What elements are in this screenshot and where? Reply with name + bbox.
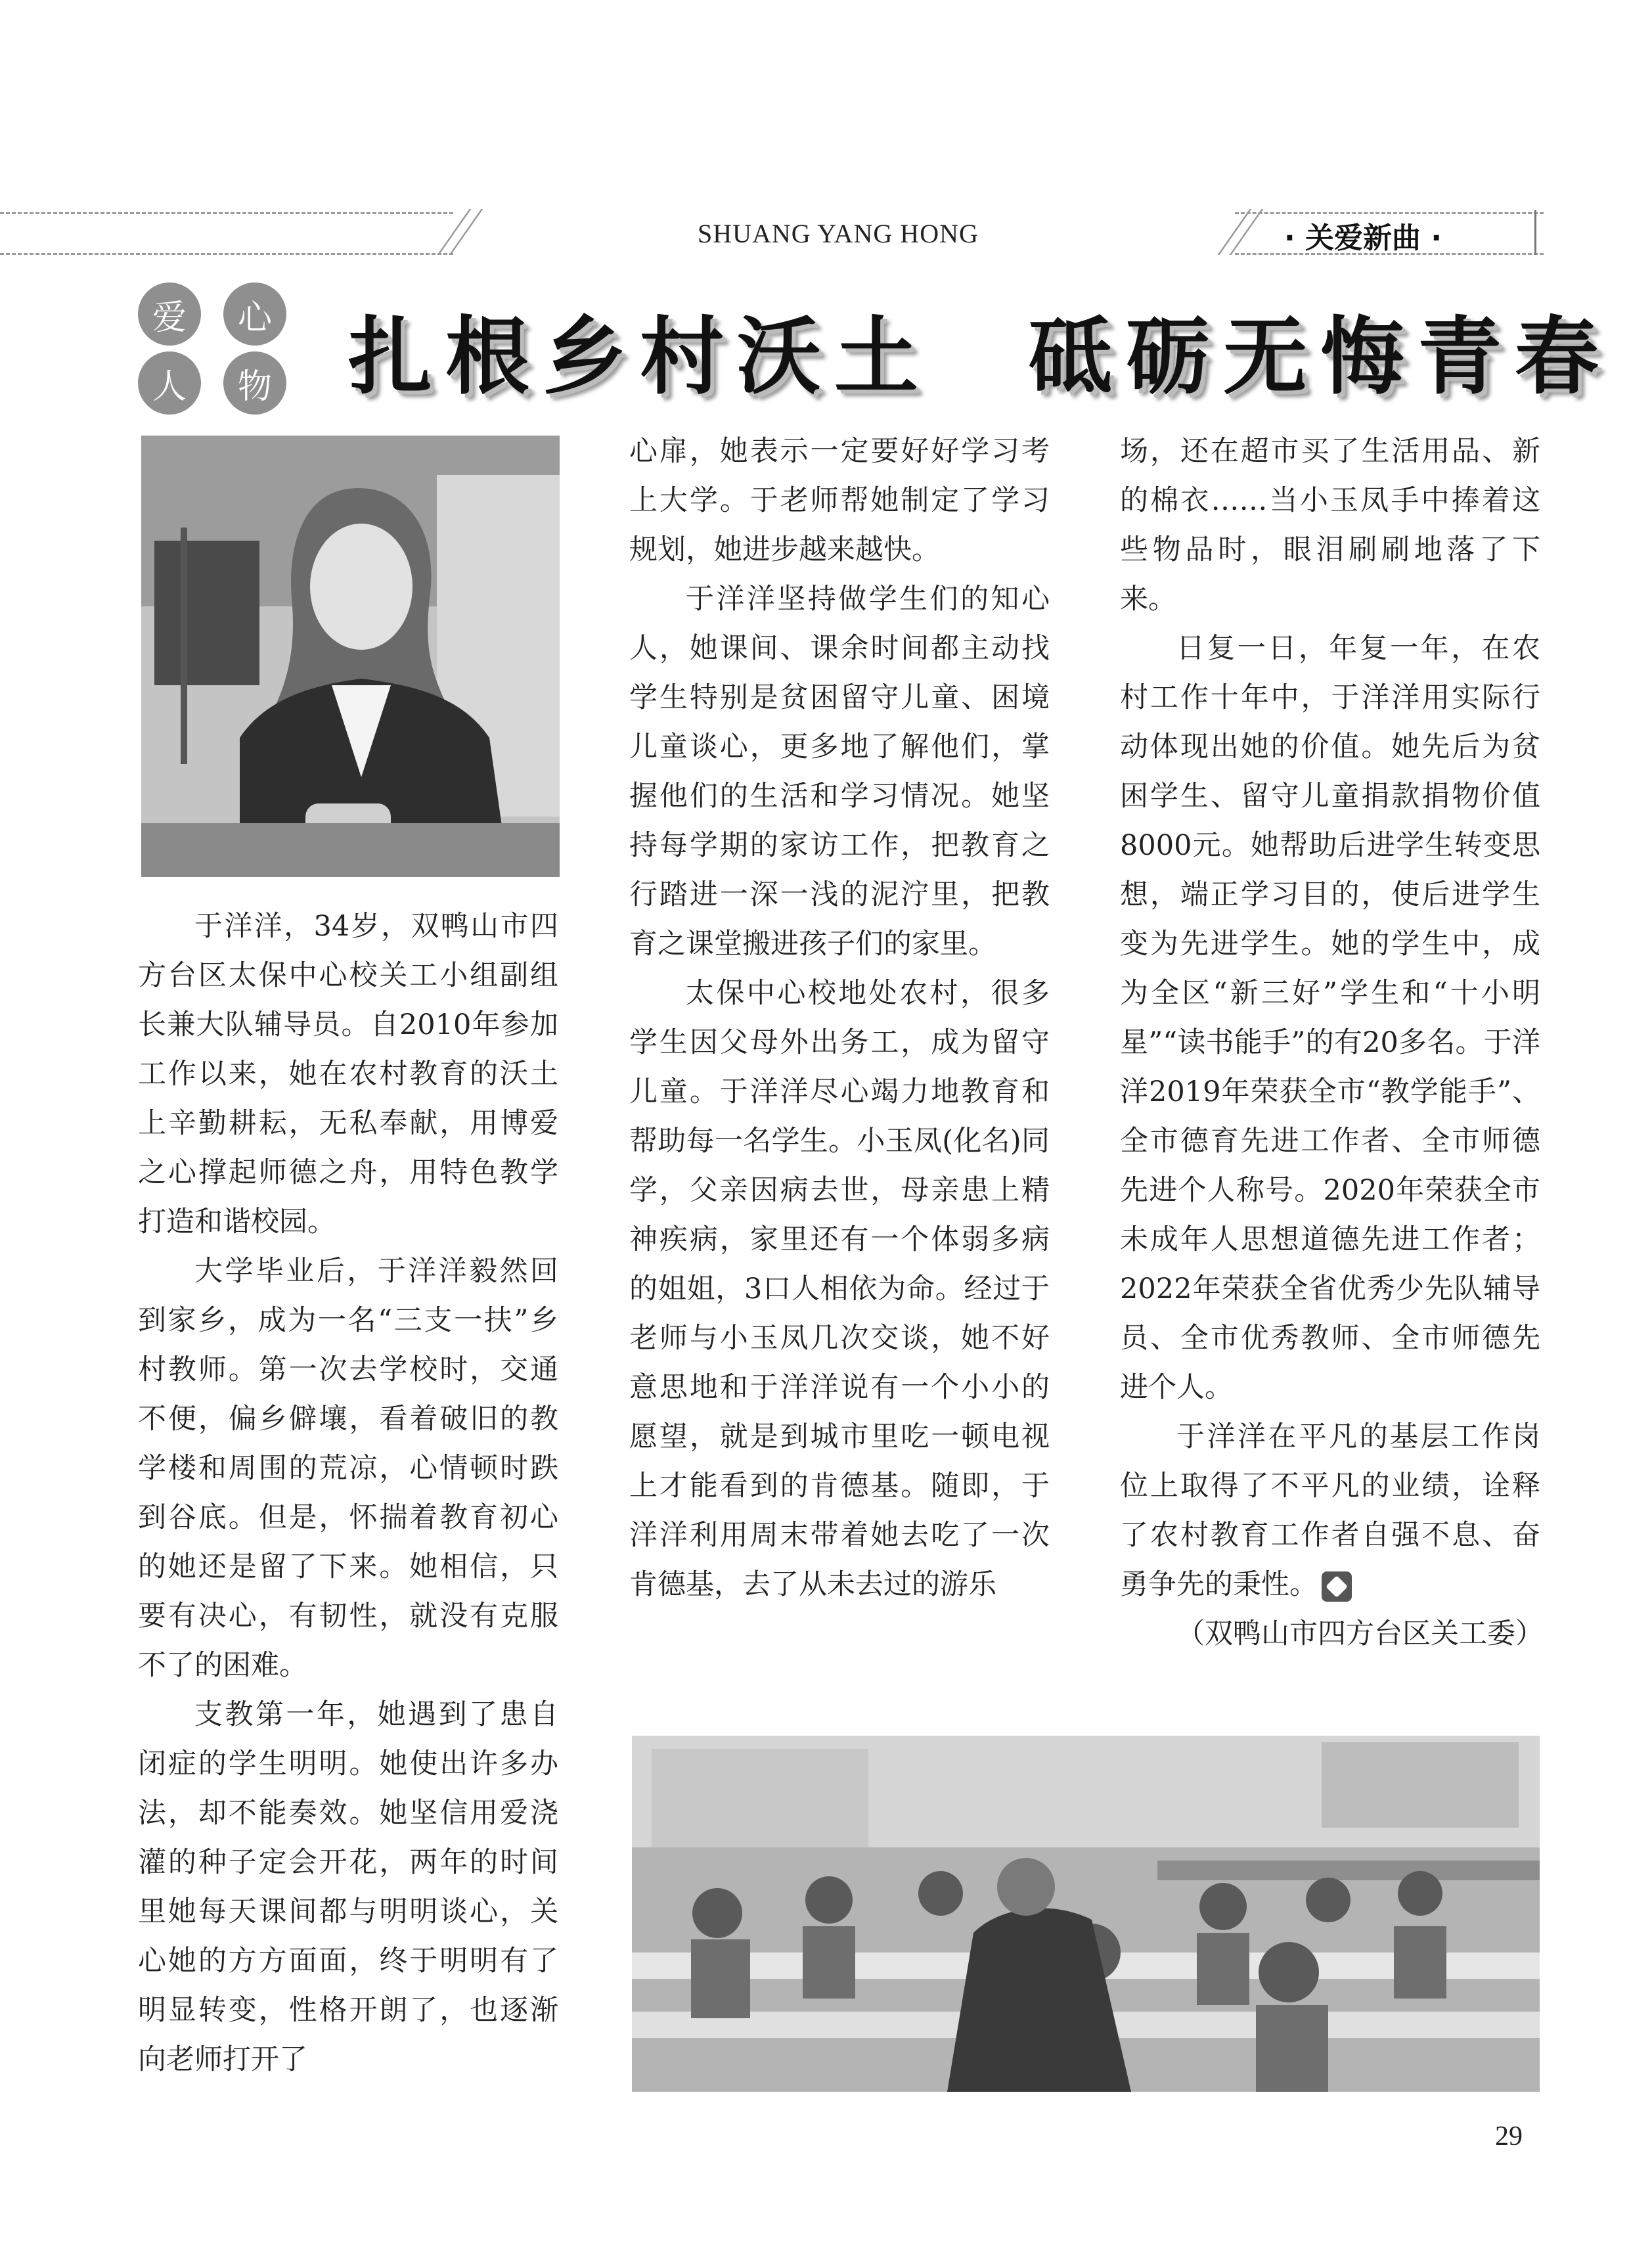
article-source: （双鸭山市四方台区关工委） — [1176, 1617, 1544, 1650]
column-badge-char: 爱 — [138, 282, 201, 346]
end-mark-icon — [1322, 1571, 1352, 1602]
paragraph-continued: 场，还在超市买了生活用品、新的棉衣……当小玉凤手中捧着这些物品时，眼泪刷刷地落了下来。 — [1120, 435, 1540, 616]
text-column-1 — [138, 902, 558, 2085]
paragraph: 日复一日，年复一年，在农村工作十年中，于洋洋用实际行动体现出她的价值。她先后为贫困学生、留守儿童捐款捐物价值8000元。她帮助后进学生转变思想，端正学习目的，使后进学生变为先进学生。她的学生中，成为全区“新三好”学生和“十小明星”“读书能手”的有20多名。于洋洋2019年荣获全市“教学能手”、全市德育先进工作者、全市师德先进个人称号。2020年荣获全市未成年人思想道德先进工作者；2022年荣获全省优秀少先队辅导员、全市优秀教师、全市师德先进个人。 — [1120, 632, 1540, 1404]
portrait-photo — [141, 436, 560, 877]
paragraph: 于洋洋坚持做学生们的知心人，她课间、课余时间都主动找学生特别是贫困留守儿童、困境儿童谈心，更多地了解他们，掌握他们的生活和学习情况。她坚持每学期的家访工作，把教育之行踏进一深一浅的泥泞里，把教育之课堂搬进孩子们的家里。 — [629, 583, 1050, 960]
paragraph: 支教第一年，她遇到了患自闭症的学生明明。她使出许多办法，却不能奏效。她坚信用爱浇灌的种子定会开花，两年的时间里她每天课间都与明明谈心，关心她的方方面面，终于明明有了明显转变，性格开朗了，也逐渐向老师打开了 — [138, 1698, 558, 2076]
classroom-photo — [632, 1736, 1540, 2092]
header-rule-end — [1534, 210, 1536, 255]
text-column-3 — [1120, 427, 1544, 1659]
column-badge-char: 人 — [138, 351, 201, 415]
paragraph: 太保中心校地处农村，很多学生因父母外出务工，成为留守儿童。于洋洋尽心竭力地教育和帮助每一名学生。小玉凤(化名)同学，父亲因病去世，母亲患上精神疾病，家里还有一个体弱多病的姐姐，3口人相依为命。经过于老师与小玉凤几次交谈，她不好意思地和于洋洋说有一个小小的愿望，就是到城市里吃一顿电视上才能看到的肯德基。随即，于洋洋利用周末带着她去吃了一次肯德基，去了从未去过的游乐 — [629, 977, 1050, 1601]
running-title: SHUANG YANG HONG — [698, 219, 979, 248]
paragraph: 大学毕业后，于洋洋毅然回到家乡，成为一名“三支一扶”乡村教师。第一次去学校时，交通不便，偏乡僻壤，看着破旧的教学楼和周围的荒凉，心情顿时跌到谷底。但是，怀揣着教育初心的她还是留了下来。她相信，只要有决心，有韧性，就没有克服不了的困难。 — [138, 1255, 558, 1682]
article-headline: 扎根乡村沃土 砥砺无悔青春 — [348, 308, 1613, 406]
section-tag: · 关爱新曲 · — [1284, 221, 1442, 255]
column-badge-char: 心 — [223, 282, 286, 346]
paragraph-continued: 心扉，她表示一定要好好学习考上大学。于老师帮她制定了学习规划，她进步越来越快。 — [629, 435, 1050, 566]
paragraph-final — [1120, 1412, 1540, 1610]
paragraph-text: 于洋洋在平凡的基层工作岗位上取得了不平凡的业绩，诠释了农村教育工作者自强不息、奋勇争先的秉性。 — [1120, 1420, 1540, 1601]
column-badge-char: 物 — [223, 351, 286, 415]
page-number: 29 — [1495, 2121, 1523, 2152]
paragraph: 于洋洋，34岁，双鸭山市四方台区太保中心校关工小组副组长兼大队辅导员。自2010年参加工作以来，她在农村教育的沃土上辛勤耕耘，无私奉献，用博爱之心撑起师德之舟，用特色教学打造和谐校园。 — [138, 910, 558, 1238]
header-rule — [0, 253, 453, 255]
header-rule — [0, 212, 453, 214]
text-column-2 — [629, 427, 1050, 1610]
